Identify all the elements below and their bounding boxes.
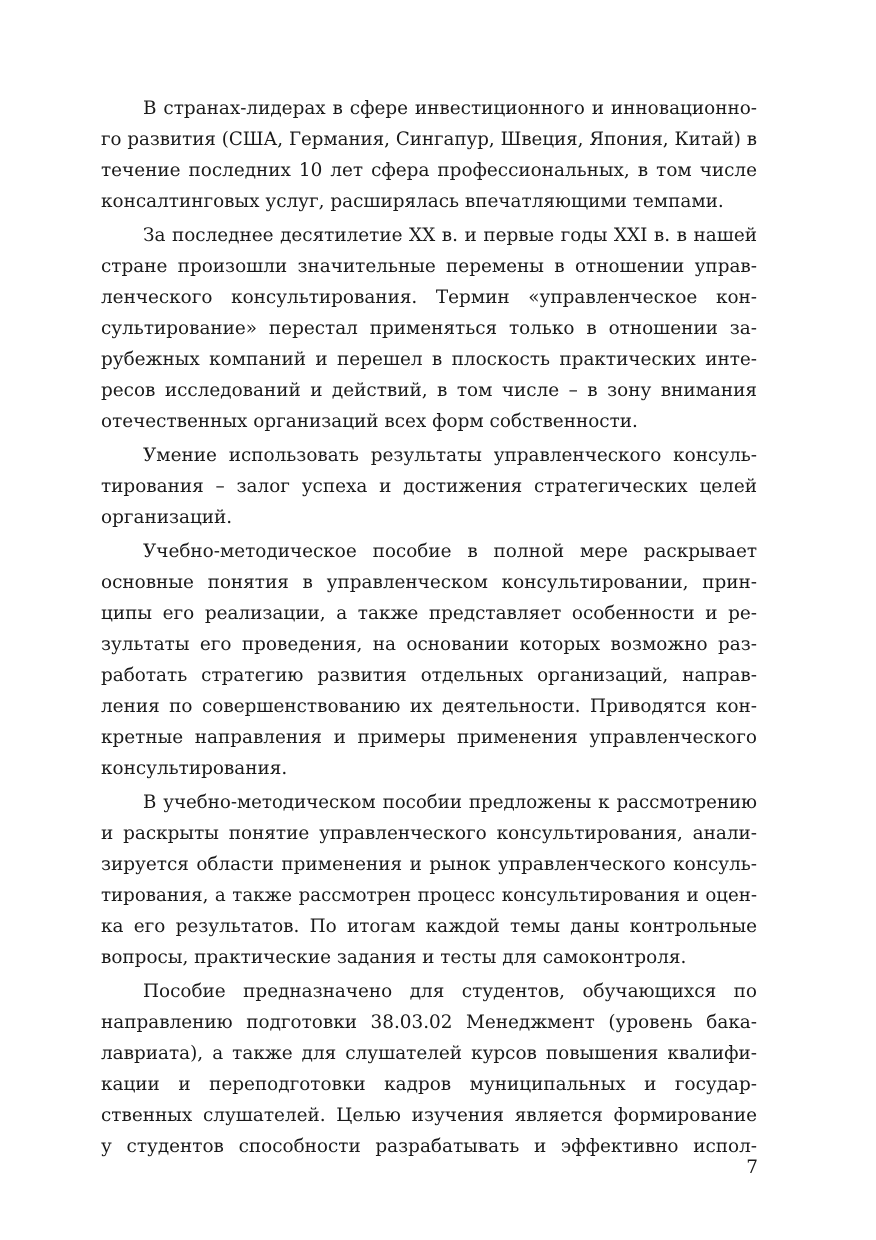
paragraph xyxy=(101,787,757,973)
paragraph xyxy=(101,220,757,437)
text-line: вопросы, практические задания и тесты для самоконтроля. xyxy=(101,947,687,968)
text-line: направлению подготовки 38.03.02 Менеджмент (уровень бака- xyxy=(101,1012,757,1033)
text-line: го развития (США, Германия, Сингапур, Швеция, Япония, Китай) в xyxy=(101,129,757,150)
body-text xyxy=(101,93,757,1165)
text-line: организаций. xyxy=(101,507,233,528)
text-line: лавриата), а также для слушателей курсов повышения квалифи- xyxy=(101,1043,757,1064)
page-number: 7 xyxy=(746,1157,758,1178)
text-line: отечественных организаций всех форм собственности. xyxy=(101,411,638,432)
text-line: сультирование» перестал применяться только в отношении за- xyxy=(101,318,757,339)
text-line: ленческого консультирования. Термин «управленческое кон- xyxy=(101,287,757,308)
text-line: зультаты его проведения, на основании которых возможно раз- xyxy=(101,634,757,655)
text-line: течение последних 10 лет сфера профессиональных, в том числе xyxy=(101,160,757,181)
paragraph xyxy=(101,976,757,1162)
text-line: консалтинговых услуг, расширялась впечатляющими темпами. xyxy=(101,191,724,212)
text-line: тирования – залог успеха и достижения стратегических целей xyxy=(101,476,757,497)
text-line: Учебно-методическое пособие в полной мере раскрывает xyxy=(143,541,757,562)
text-line: у студентов способности разрабатывать и эффективно испол- xyxy=(101,1136,757,1157)
text-line: За последнее десятилетие XX в. и первые годы XXI в. в нашей xyxy=(143,225,757,246)
text-line: основные понятия в управленческом консультировании, прин- xyxy=(101,572,757,593)
text-line: ка его результатов. По итогам каждой темы даны контрольные xyxy=(101,916,757,937)
text-line: и раскрыты понятие управленческого консультирования, анали- xyxy=(101,823,757,844)
text-line: ресов исследований и действий, в том числе – в зону внимания xyxy=(101,380,757,401)
text-line: В учебно-методическом пособии предложены к рассмотрению xyxy=(143,792,757,813)
text-line: В странах-лидерах в сфере инвестиционного и инновационно- xyxy=(143,98,757,119)
text-line: рубежных компаний и перешел в плоскость практических инте- xyxy=(101,349,757,370)
text-line: консультирования. xyxy=(101,758,288,779)
text-line: ственных слушателей. Целью изучения является формирование xyxy=(101,1105,757,1126)
paragraph xyxy=(101,536,757,784)
paragraph xyxy=(101,93,757,217)
text-line: зируется области применения и рынок управленческого консуль- xyxy=(101,854,757,875)
text-line: Умение использовать результаты управленческого консуль- xyxy=(143,445,757,466)
text-line: кации и переподготовки кадров муниципальных и государ- xyxy=(101,1074,757,1095)
text-line: стране произошли значительные перемены в отношении управ- xyxy=(101,256,757,277)
text-line: работать стратегию развития отдельных организаций, направ- xyxy=(101,665,757,686)
text-line: кретные направления и примеры применения управленческого xyxy=(101,727,757,748)
paragraph xyxy=(101,440,757,533)
text-line: тирования, а также рассмотрен процесс консультирования и оцен- xyxy=(101,885,757,906)
text-line: ления по совершенствованию их деятельности. Приводятся кон- xyxy=(101,696,757,717)
text-line: Пособие предназначено для студентов, обучающихся по xyxy=(143,981,757,1002)
text-line: ципы его реализации, а также представляет особенности и ре- xyxy=(101,603,757,624)
